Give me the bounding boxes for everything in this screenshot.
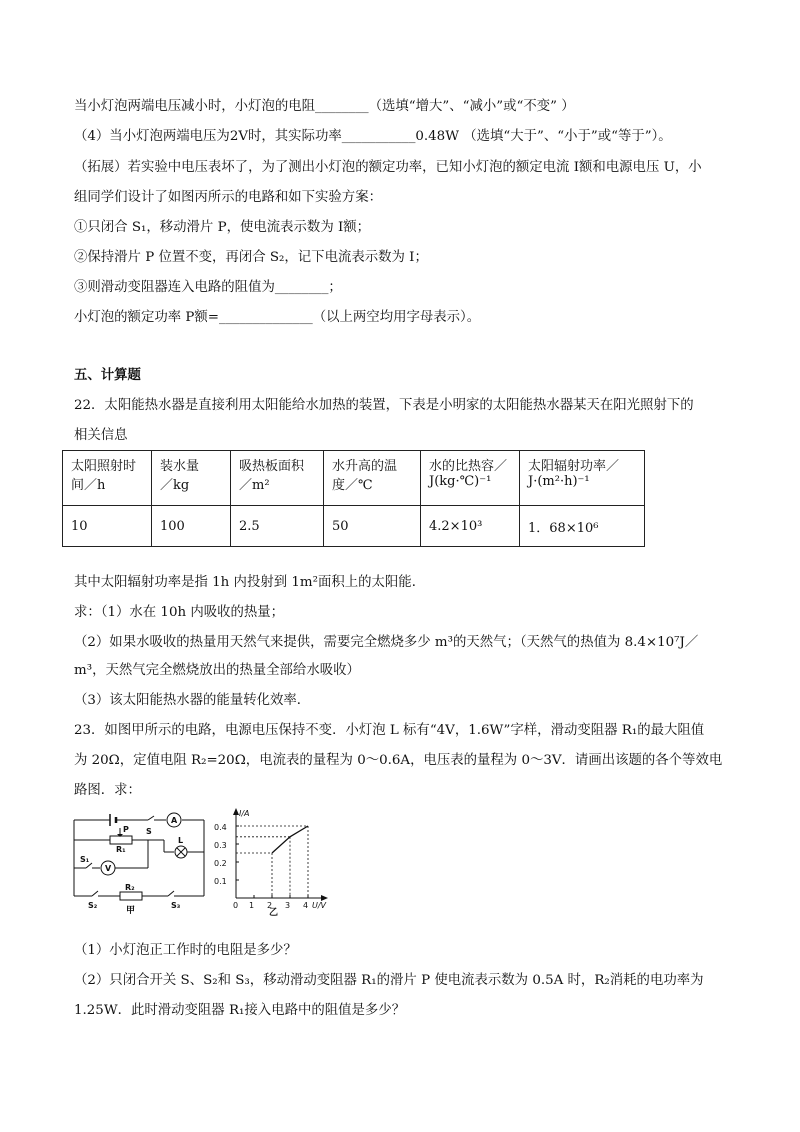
table-header-cell: 太阳辐射功率／ J·(m²·h)⁻¹ — [520, 451, 645, 506]
table-header-cell: 吸热板面积 ／m² — [231, 451, 324, 506]
text-line: 求：（1）水在 10h 内吸收的热量； — [74, 605, 285, 620]
label-s: S — [146, 827, 152, 836]
iu-graph-yi — [214, 804, 344, 916]
label-a: A — [171, 816, 178, 825]
label-v: V — [105, 864, 112, 873]
question-23: 23．如图甲所示的电路，电源电压保持不变．小灯泡 L 标有“4V，1.6W”字样，滑动变阻器 R₁的最大阻值 — [74, 723, 705, 738]
question-22-cont: 相关信息 — [74, 428, 128, 443]
x-tick-label: 4 — [303, 901, 309, 910]
table-header-cell: 装水量 ／kg — [152, 451, 231, 506]
label-l: L — [178, 836, 184, 845]
text-line: （拓展）若实验中电压表坏了，为了测出小灯泡的额定功率，已知小灯泡的额定电流 I额和电源电压 U，小 — [74, 160, 702, 175]
text-line: 小灯泡的额定功率 P额=______________（以上两空均用字母表示）。 — [74, 310, 481, 325]
text-line: （2）如果水吸收的热量用天然气来提供，需要完全燃烧多少 m³的天然气；（天然气的热值为 8.4×10⁷J／ — [74, 635, 699, 650]
label-s1: S₁ — [80, 855, 90, 864]
text-line: ①只闭合 S₁，移动滑片 P，使电流表示数为 I额； — [74, 220, 371, 235]
label-p: P — [123, 825, 129, 834]
label-r2: R₂ — [125, 883, 135, 892]
label-s3: S₃ — [171, 901, 181, 910]
label-r1: R₁ — [116, 845, 126, 854]
question-22: 22．太阳能热水器是直接利用太阳能给水加热的装置，下表是小明家的太阳能热水器某天在阳光照射下的 — [74, 398, 694, 413]
text-line: m³，天然气完全燃烧放出的热量全部给水吸收） — [74, 663, 360, 678]
table-cell: 50 — [324, 506, 421, 547]
text-line: （2）只闭合开关 S、S₂和 S₃，移动滑动变阻器 R₁的滑片 P 使电流表示数为 0.5A 时，R₂消耗的电功率为 — [74, 973, 704, 988]
table-header-cell: 水的比热容／ J(kg·℃)⁻¹ — [421, 451, 520, 506]
x-axis-label: U/V — [312, 901, 327, 910]
table-header-cell: 太阳照射时 间／h — [63, 451, 152, 506]
table-header-cell: 水升高的温 度／℃ — [324, 451, 421, 506]
data-table — [62, 450, 645, 547]
x-tick-label: 1 — [249, 901, 255, 910]
section-heading: 五、计算题 — [74, 368, 141, 383]
caption-yi: 乙 — [269, 908, 279, 916]
x-tick-label: 3 — [285, 901, 291, 910]
text-line: 组同学们设计了如图丙所示的电路和如下实验方案： — [74, 190, 382, 205]
table-cell: 100 — [152, 506, 231, 547]
text-line: ③则滑动变阻器连入电路的阻值为________； — [74, 280, 342, 295]
table-cell: 10 — [63, 506, 152, 547]
x-tick-label: 2 — [267, 901, 273, 910]
text-line: （1）小灯泡正工作时的电阻是多少？ — [74, 943, 297, 958]
table-cell: 2.5 — [231, 506, 324, 547]
table-row — [63, 506, 645, 547]
x-tick-label: 0 — [233, 901, 239, 910]
text-line: 当小灯泡两端电压减小时，小灯泡的电阻________（选填“增大”、“减小”或“不变” ） — [74, 99, 575, 114]
caption-jia: 甲 — [126, 906, 136, 914]
text-line: 其中太阳辐射功率是指 1h 内投射到 1m²面积上的太阳能． — [74, 575, 426, 590]
text-line: （4）当小灯泡两端电压为2V时，其实际功率___________0.48W （选填“大于”、“小于”或“等于”）。 — [74, 129, 672, 144]
table-header-row — [63, 451, 645, 506]
y-tick-label: 0.3 — [214, 841, 227, 850]
y-axis-label: I/A — [239, 809, 250, 818]
table-cell: 4.2×10³ — [421, 506, 520, 547]
text-line: ②保持滑片 P 位置不变，再闭合 S₂，记下电流表示数为 I； — [74, 250, 428, 265]
text-line: 1.25W．此时滑动变阻器 R₁接入电路中的阻值是多少？ — [74, 1003, 406, 1018]
circuit-diagram-jia — [68, 810, 218, 914]
y-tick-label: 0.2 — [214, 859, 227, 868]
y-tick-label: 0.4 — [214, 823, 227, 832]
text-line: （3）该太阳能热水器的能量转化效率． — [74, 693, 311, 708]
y-tick-label: 0.1 — [214, 877, 227, 886]
question-23-cont: 为 20Ω，定值电阻 R₂=20Ω，电流表的量程为 0～0.6A，电压表的量程为 0～3V．请画出该题的各个等效电 — [74, 753, 723, 768]
label-s2: S₂ — [88, 901, 98, 910]
question-23-cont: 路图．求： — [74, 783, 141, 798]
table-cell: 1．68×10⁶ — [520, 506, 645, 547]
